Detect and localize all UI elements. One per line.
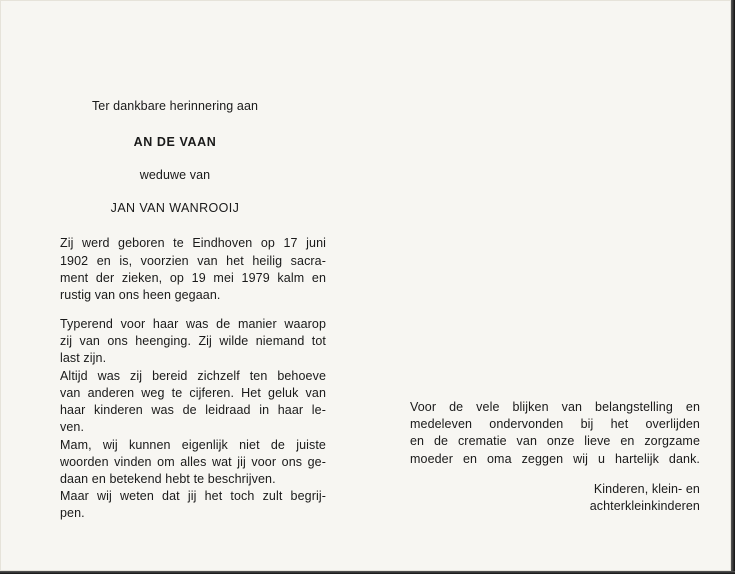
left-text-line: Zij werd geboren te Eindhoven op 17 juni [60, 236, 326, 250]
left-text-line: last zijn. [60, 351, 107, 365]
left-text-line: Typerend voor haar was de manier waarop [60, 317, 326, 331]
right-text-line: moeder en oma zeggen wij u hartelijk dank. [410, 452, 700, 466]
deceased-name: AN DE VAAN [133, 135, 217, 149]
left-text-line: van anderen weg te cijferen. Het geluk van [60, 386, 326, 400]
relation-text: weduwe van [139, 168, 211, 182]
left-text-line: Mam, wij kunnen eigenlijk niet de juiste [60, 438, 326, 452]
left-text-line: daan en betekend hebt te beschrijven. [60, 472, 276, 486]
intro-text: Ter dankbare herinnering aan [91, 99, 259, 113]
left-text-line: ven. [60, 420, 85, 434]
left-text-line: woorden vinden om alles wat jij voor ons ge- [60, 455, 326, 469]
left-text-line: haar kinderen was de leidraad in haar le- [60, 403, 326, 417]
left-text-line: Maar wij weten dat jij het toch zult begrij- [60, 489, 326, 503]
scan-edge-right [731, 0, 735, 574]
left-text-line: Altijd was zij bereid zichzelf ten behoeve [60, 369, 326, 383]
right-text-line: medeleven ondervonden bij het overlijden [410, 417, 700, 431]
spouse-name: JAN VAN WANROOIJ [110, 201, 240, 215]
left-text-line: zij van ons heenging. Zij wilde niemand tot [60, 334, 326, 348]
signature-line: achterkleinkinderen [589, 499, 700, 513]
signature-line: Kinderen, klein- en [593, 482, 700, 496]
left-text-line: rustig van ons heen gegaan. [60, 288, 221, 302]
left-text-line: pen. [60, 506, 85, 520]
left-text-line: 1902 en is, voorzien van het heilig sacra- [60, 254, 326, 268]
right-text-line: en de crematie van onze lieve en zorgzame [410, 434, 700, 448]
left-text-line: ment der zieken, op 19 mei 1979 kalm en [60, 271, 326, 285]
right-text-line: Voor de vele blijken van belangstelling en [410, 400, 700, 414]
